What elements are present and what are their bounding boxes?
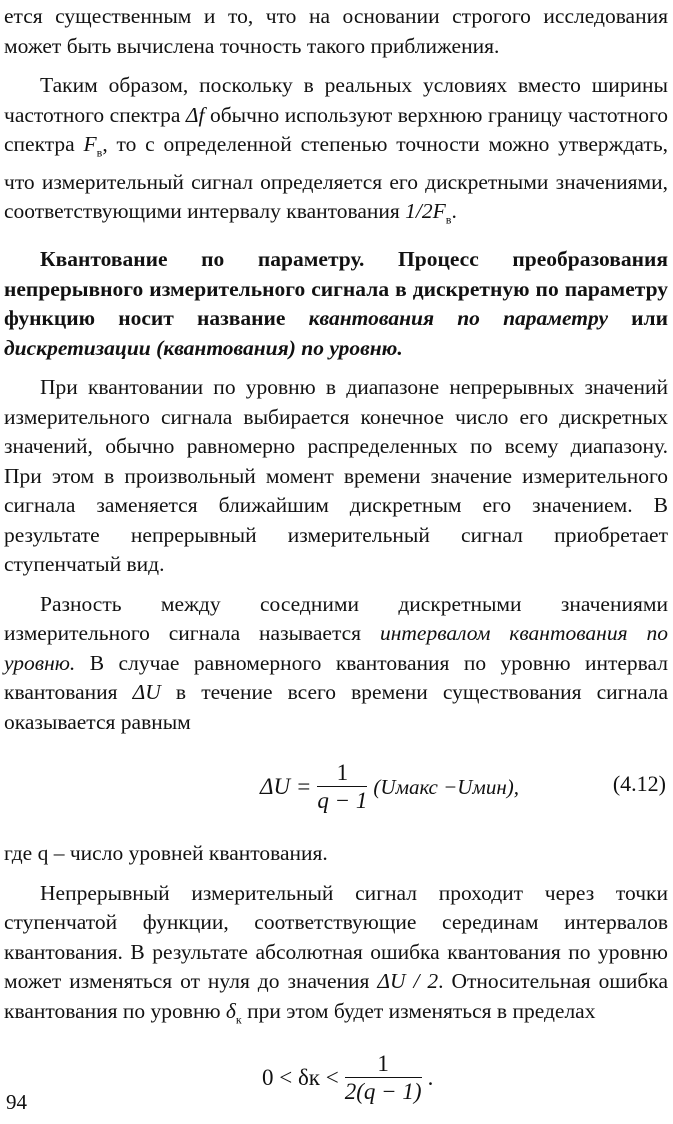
delta-u-symbol: ΔU [132, 680, 161, 705]
formula1-lhs: ΔU = [260, 774, 312, 800]
delta-f-symbol: Δf [185, 102, 205, 127]
paragraph-continuation: ется существенным и то, что на основании строгого исследования может быть вычислена точность такого приближения. [4, 4, 668, 58]
half-interval-symbol: ΔU / 2 [377, 969, 439, 994]
formula-relative-error-bounds [4, 1038, 668, 1118]
page-content [4, 2, 668, 1118]
formula2-numerator: 1 [377, 1050, 389, 1076]
formula2-lhs: 0 < δк < [262, 1065, 339, 1091]
interval-symbol: 1/2F [405, 199, 446, 224]
paragraph-level-quantization: При квантовании по уровню в диапазоне непрерывных значений измерительного сигнала выбирается конечное число его дискретных значений, обычно равномерно распределенных по всему диапазону. При этом в произвольный момент времени значение измерительного сигнала заменяется ближайшим дискретным его значением. В результате непрерывный измерительный сигнал приобретает ступенчатый вид. [4, 375, 668, 577]
formula-4-12 [4, 745, 668, 829]
formula1-fraction [317, 760, 367, 815]
paragraph-where-q: где q – число уровней квантования. [4, 841, 328, 866]
page-number: 94 [6, 1090, 27, 1114]
section-heading: Квантование по параметру. [40, 247, 365, 272]
f-upper-symbol: F [83, 132, 97, 156]
formula2-fraction [345, 1051, 422, 1106]
paragraph-quantization-interval: Разность между соседними дискретными значениями измерительного сигнала называется интервалом квантования по уровню. В случае равномерного квантования по уровню интервал квантования ΔU в течение всего времени существования сигнала оказывается равным [4, 591, 668, 734]
equation-number: (4.12) [612, 771, 666, 797]
formula2-tail: . [427, 1065, 434, 1091]
term-discretization: дискретизации (квантования) по уровню. [4, 335, 403, 360]
paragraph-frequency-spectrum: Таким образом, поскольку в реальных условиях вместо ширины частотного спектра Δf обычно используют верхнюю границу частотного спектра $F_в$, то с определенной степенью точности можно утверждать, что измерительный сигнал определяется его дискретными значениями, соответствующими интервалу квантования $1/2F_в$. [4, 73, 668, 227]
formula1-denominator: q − 1 [317, 787, 368, 813]
paragraph-parameter-quantization: Квантование по параметру. Процесс преобразования непрерывного измерительного сигнала в дискретную по параметру функцию носит название квантования по параметру или дискретизации (квантования) по уровню. [4, 247, 669, 360]
formula2-denominator: 2(q − 1) [344, 1078, 422, 1104]
delta-k-symbol: δ [225, 998, 236, 1023]
term-interval: интервалом квантования по уровню. [4, 621, 668, 675]
formula1-rhs: (Uмакс −Uмин), [373, 774, 519, 799]
paragraph-relative-error: Непрерывный измерительный сигнал проходит через точки ступенчатой функции, соответствующие серединам интервалов квантования. В результате абсолютная ошибка квантования по уровню может изменяться от нуля до значения ΔU / 2. Относительная ошибка квантования по уровню $\delta_к$ при этом будет изменяться в пределах [4, 880, 668, 1026]
term-quantization: квантования по параметру [308, 306, 609, 331]
formula1-numerator: 1 [336, 759, 349, 785]
